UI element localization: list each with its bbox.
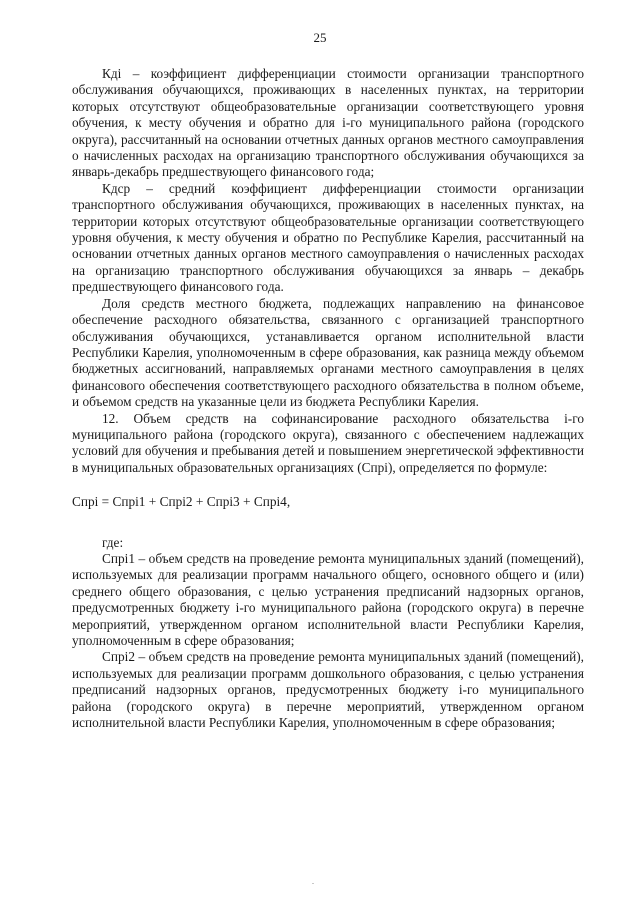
where-label: где: [102,534,124,550]
paragraph-kdsr-definition: Кдср – средний коэффициент дифференциации стоимости организации транспортного обслуживания обучающихся, проживающих в населенных пунктах, на территории которых отсутствуют общеобразовательные организации соответствующего уровня обучения, к месту обучения и обратно по Республике Карелия, рассчитанный на основании отчетных данных органов местного самоуправления о начисленных расходах на организацию транспортного обслуживания обучающихся за январь – декабрь предшествующего финансового года. [72,180,584,295]
page-number: 25 [313,30,327,45]
paragraph-spri1-definition: Спрi1 – объем средств на проведение ремонта муниципальных зданий (помещений), используемых для реализации программ начального общего, основного общего и (или) среднего общего образования, с целью устранения предписаний надзорных органов, предусмотренных бюджету i-го муниципального района (городского округа) в перечне мероприятий, утвержденном органом исполнительной власти Республики Карелия, уполномоченным в сфере образования; [72,550,584,648]
scan-mark [312,883,314,884]
paragraph-item-12: 12. Объем средств на софинансирование расходного обязательства i-го муниципального района (городского округа), связанного с обеспечением надлежащих условий для обучения и пребывания детей и повышением энергетической эффективности в муниципальных образовательных организациях (Спрi), определяется по формуле: [72,410,584,475]
formula: Спрi = Спрi1 + Спрi2 + Спрi3 + Спрi4, [72,494,291,510]
paragraph-kdi-definition: Кдi – коэффициент дифференциации стоимости организации транспортного обслуживания обучающихся, проживающих в населенных пунктах, на территории которых отсутствуют общеобразовательные организации соответствующего уровня обучения, к месту обучения и обратно для i-го муниципального района (городского округа), рассчитанный на основании отчетных данных органов местного самоуправления о начисленных расходах на организацию транспортного обслуживания обучающихся за январь-декабрь предшествующего финансового года; [72,66,584,180]
paragraph-local-budget-share: Доля средств местного бюджета, подлежащих направлению на финансовое обеспечение расходного обязательства, связанного с организацией транспортного обслуживания обучающихся, устанавливается органом исполнительной власти Республики Карелия, уполномоченным в сфере образования, как разница между объемом бюджетных ассигнований, направляемых органами местного самоуправления в целях финансового обеспечения соответствующего расходного обязательства в полном объеме, и объемом средств на указанные цели из бюджета Республики Карелия. [72,295,584,410]
paragraph-spri2-definition: Спрi2 – объем средств на проведение ремонта муниципальных зданий (помещений), используемых для реализации программ дошкольного образования, с целью устранения предписаний надзорных органов, предусмотренных бюджету i-го муниципального района (городского округа) в перечне мероприятий, утвержденном органом исполнительной власти Республики Карелия, уполномоченным в сфере образования; [72,649,584,731]
document-body [72,66,584,731]
